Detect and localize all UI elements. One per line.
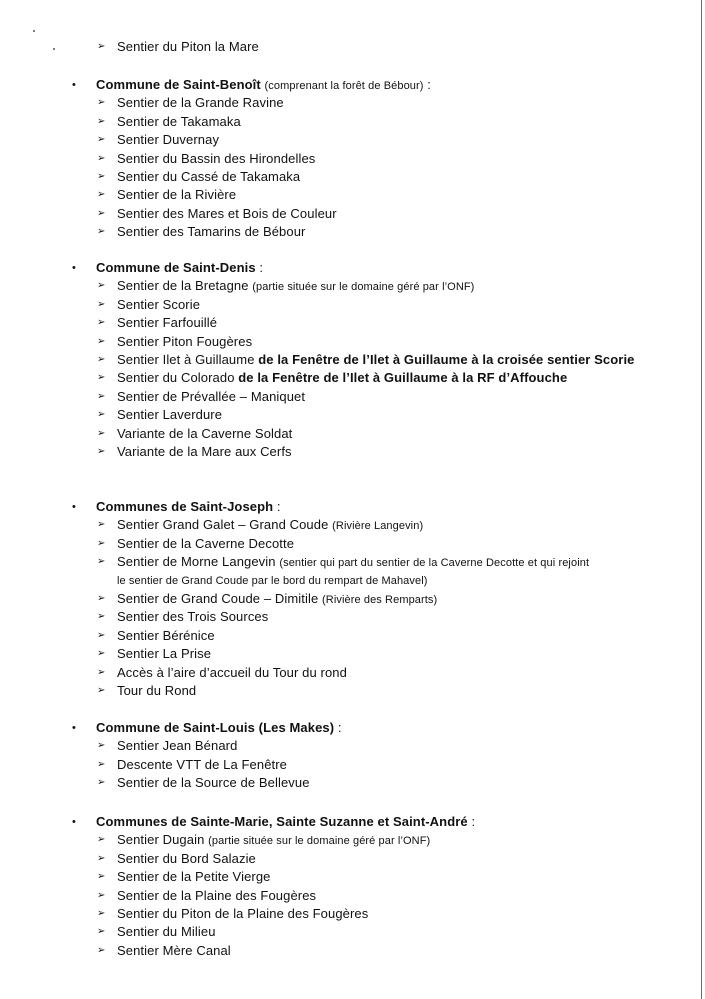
list-item-label: [117, 535, 294, 553]
arrow-bullet-icon: ➢: [97, 427, 106, 439]
arrow-bullet-icon: ➢: [97, 226, 106, 238]
list-item-label: [117, 923, 216, 941]
heading-colon: :: [255, 260, 264, 275]
list-item-label: [117, 351, 635, 369]
commune-name: Commune de Saint-Louis (Les Makes): [96, 720, 335, 735]
commune-name: Communes de Saint-Joseph: [96, 499, 274, 514]
list-item: [0, 406, 705, 424]
trail-name: Sentier du Bord Salazie: [117, 850, 256, 866]
arrow-bullet-icon: ➢: [97, 556, 106, 568]
trail-name: Sentier Ilet à Guillaume: [117, 352, 255, 367]
list-item: [0, 516, 705, 534]
arrow-bullet-icon: ➢: [97, 189, 106, 201]
list-item: [0, 168, 705, 186]
list-item-label: [117, 942, 231, 960]
arrow-bullet-icon: ➢: [97, 134, 106, 146]
list-item: [0, 627, 705, 645]
section-heading: [0, 719, 705, 737]
arrow-bullet-icon: ➢: [97, 280, 106, 292]
list-item-label: [117, 443, 292, 461]
trail-name: Sentier du Milieu: [117, 924, 216, 940]
bullet-icon: •: [72, 816, 76, 828]
list-item-label: [117, 516, 423, 535]
arrow-bullet-icon: ➢: [97, 354, 106, 365]
arrow-bullet-icon: ➢: [97, 171, 106, 182]
trail-note: (Rivière Langevin): [332, 520, 424, 533]
arrow-bullet-icon: ➢: [97, 926, 106, 938]
trail-note: (partie située sur le domaine géré par l’ONF): [252, 281, 475, 294]
list-item-label: [117, 905, 368, 923]
arrow-bullet-icon: ➢: [97, 537, 106, 549]
commune-name: Commune de Saint-Denis: [96, 260, 256, 275]
list-item-label: [117, 850, 256, 868]
trail-note-continuation: le sentier de Grand Coude par le bord du rempart de Mahavel): [117, 574, 428, 587]
trail-name: Sentier du Colorado: [117, 370, 235, 386]
list-item-label: [117, 608, 268, 626]
arrow-bullet-icon: ➢: [97, 834, 106, 846]
trail-name: Sentier des Mares et Bois de Couleur: [117, 205, 337, 221]
list-item-label: [117, 868, 271, 886]
trail-name: Accès à l’aire d’accueil du Tour du rond: [117, 664, 347, 680]
trail-name: Sentier de la Plaine des Fougères: [117, 887, 317, 903]
list-item-label: [117, 664, 347, 682]
arrow-bullet-icon: ➢: [97, 740, 106, 752]
list-item-label: [117, 277, 474, 296]
list-item-label: [117, 553, 589, 572]
list-item: [0, 351, 705, 369]
section-heading-text: [96, 813, 475, 831]
list-item-label: [117, 406, 222, 424]
list-item: [0, 737, 705, 755]
trail-name: Sentier Dugain: [117, 832, 205, 848]
list-item-label: [117, 645, 211, 663]
list-item-label: [117, 113, 241, 131]
trail-name: Sentier des Tamarins de Bébour: [117, 224, 306, 240]
section-heading-text: [96, 76, 431, 95]
list-item: [0, 682, 705, 700]
arrow-bullet-icon: ➢: [97, 944, 106, 956]
list-item: [0, 425, 705, 443]
list-item: [0, 205, 705, 223]
list-item: [0, 774, 705, 792]
trail-name: Sentier Duvernay: [117, 132, 220, 148]
list-item: [0, 388, 705, 406]
trail-name: Sentier de la Source de Bellevue: [117, 775, 310, 791]
section-heading: [0, 498, 705, 516]
list-item-text: Sentier du Piton la Mare: [117, 39, 259, 54]
trail-name: Tour du Rond: [117, 683, 197, 698]
trail-name: Descente VTT de La Fenêtre: [117, 756, 288, 772]
list-item-label: [117, 296, 200, 314]
section-heading-text: [96, 259, 263, 277]
trail-name: Sentier Mère Canal: [117, 942, 231, 958]
list-item-label: [117, 590, 437, 609]
trail-name: Sentier de la Rivière: [117, 187, 237, 203]
list-item-label: [117, 205, 337, 223]
list-item-label: [117, 831, 430, 850]
arrow-bullet-icon: ➢: [97, 593, 106, 604]
list-item-continuation: [0, 572, 705, 590]
arrow-bullet-icon: ➢: [97, 115, 106, 127]
arrow-bullet-icon: ➢: [97, 852, 106, 864]
list-item: [0, 535, 705, 553]
bullet-icon: •: [72, 722, 76, 734]
trail-note: (sentier qui part du sentier de la Caverne Decotte et qui rejoint: [279, 557, 590, 570]
commune-name: Commune de Saint-Benoît: [96, 77, 261, 92]
trail-name: Sentier de la Petite Vierge: [117, 869, 271, 885]
list-item-orphan: [0, 38, 705, 56]
arrow-bullet-icon: ➢: [97, 611, 106, 623]
arrow-bullet-icon: ➢: [97, 666, 106, 678]
trail-name: Sentier de la Caverne Decotte: [117, 535, 295, 551]
list-item: [0, 553, 705, 571]
arrow-bullet-icon: ➢: [97, 317, 106, 329]
list-item-label: [117, 388, 305, 406]
arrow-bullet-icon: ➢: [97, 298, 106, 310]
arrow-bullet-icon: ➢: [97, 871, 106, 883]
arrow-bullet-icon: ➢: [97, 335, 106, 347]
list-item: [0, 868, 705, 886]
trail-name: Sentier Farfouillé: [117, 315, 218, 331]
section-heading-text: [96, 719, 342, 737]
trail-name: Sentier du Cassé de Takamaka: [117, 169, 301, 184]
list-item-label: [117, 887, 316, 905]
list-item: [0, 831, 705, 849]
arrow-bullet-icon: ➢: [97, 908, 106, 919]
list-item-label: [117, 131, 219, 149]
list-item: [0, 186, 705, 204]
list-item: [0, 905, 705, 923]
trail-name: Sentier de la Grande Ravine: [117, 95, 284, 111]
trail-name: Sentier La Prise: [117, 646, 212, 662]
list-item: [0, 645, 705, 663]
section-heading: [0, 259, 705, 277]
commune-note: (comprenant la forêt de Bébour): [264, 80, 424, 92]
commune-name: Communes de Sainte-Marie, Sainte Suzanne et Saint-André: [96, 814, 468, 829]
list-item: [0, 277, 705, 295]
arrow-bullet-icon: ➢: [97, 889, 106, 901]
list-item: [0, 150, 705, 168]
arrow-bullet-icon: ➢: [97, 777, 106, 789]
trail-name: Variante de la Caverne Soldat: [117, 425, 293, 441]
list-item: [0, 369, 705, 387]
list-item-label: [117, 756, 287, 774]
arrow-bullet-icon: ➢: [97, 409, 106, 421]
list-item: [0, 923, 705, 941]
list-item: [0, 756, 705, 774]
trail-name: Variante de la Mare aux Cerfs: [117, 444, 292, 459]
trail-name: Sentier du Piton de la Plaine des Fougères: [117, 906, 369, 921]
trail-name: Sentier Bérénice: [117, 627, 215, 643]
list-item-label: [117, 150, 315, 168]
list-item: [0, 333, 705, 351]
list-item-label: [117, 425, 292, 443]
list-item: [0, 850, 705, 868]
bullet-icon: •: [72, 79, 76, 91]
list-item: [0, 942, 705, 960]
arrow-bullet-icon: ➢: [97, 446, 106, 457]
heading-colon: :: [334, 720, 342, 735]
list-item-label: [117, 186, 236, 204]
heading-colon: :: [467, 814, 476, 829]
arrow-bullet-icon: ➢: [97, 372, 106, 384]
bullet-icon: •: [72, 262, 76, 274]
heading-colon: :: [423, 77, 431, 92]
list-item: [0, 223, 705, 241]
trail-name: Sentier de Prévallée – Maniquet: [117, 388, 306, 404]
list-item-label: [117, 333, 252, 351]
trail-name: Sentier Piton Fougères: [117, 333, 253, 349]
list-item-label: [117, 682, 196, 700]
list-item-label: [117, 168, 300, 186]
trail-name: Sentier de Grand Coude – Dimitile: [117, 591, 319, 606]
list-item-label: [117, 369, 567, 387]
trail-segment: de la Fenêtre de l’Ilet à Guillaume à la croisée sentier Scorie: [258, 352, 635, 367]
trail-name: Sentier Laverdure: [117, 407, 223, 423]
arrow-bullet-icon: ➢: [97, 152, 106, 164]
list-item-label: [117, 737, 237, 755]
trail-name: Sentier Grand Galet – Grand Coude: [117, 517, 329, 533]
trail-note: (partie située sur le domaine géré par l’ONF): [208, 835, 431, 848]
list-item: [0, 590, 705, 608]
list-item: [0, 887, 705, 905]
trail-name: Sentier Jean Bénard: [117, 738, 238, 754]
list-item: [0, 608, 705, 626]
trail-segment: de la Fenêtre de l’Ilet à Guillaume à la RF d’Affouche: [238, 370, 568, 386]
list-item-label: [117, 774, 310, 792]
scan-speck: [33, 30, 35, 32]
list-item-label: [117, 314, 217, 332]
arrow-bullet-icon: ➢: [97, 41, 106, 52]
arrow-bullet-icon: ➢: [97, 207, 106, 219]
list-item-label: [117, 627, 215, 645]
list-item: [0, 443, 705, 461]
arrow-bullet-icon: ➢: [97, 97, 106, 109]
arrow-bullet-icon: ➢: [97, 685, 106, 696]
section-heading-text: [96, 498, 281, 516]
bullet-icon: •: [72, 501, 76, 513]
list-item-label: [117, 94, 284, 112]
list-item: [0, 113, 705, 131]
trail-name: Sentier de Takamaka: [117, 113, 241, 129]
trail-name: Sentier de Morne Langevin: [117, 554, 276, 570]
arrow-bullet-icon: ➢: [97, 758, 106, 770]
arrow-bullet-icon: ➢: [97, 629, 106, 641]
trail-name: Sentier Scorie: [117, 296, 201, 312]
trail-note: (Rivière des Remparts): [322, 594, 438, 606]
list-item: [0, 664, 705, 682]
heading-colon: :: [273, 499, 281, 514]
list-item: [0, 94, 705, 112]
section-heading: [0, 76, 705, 94]
arrow-bullet-icon: ➢: [97, 648, 106, 660]
trail-name: Sentier de la Bretagne: [117, 278, 249, 294]
trail-name: Sentier du Bassin des Hirondelles: [117, 150, 316, 166]
arrow-bullet-icon: ➢: [97, 519, 106, 531]
list-item: [0, 296, 705, 314]
trail-name: Sentier des Trois Sources: [117, 609, 269, 625]
section-heading: [0, 813, 705, 831]
list-item: [0, 314, 705, 332]
list-item: [0, 131, 705, 149]
arrow-bullet-icon: ➢: [97, 390, 106, 402]
list-item-label: [117, 223, 305, 241]
